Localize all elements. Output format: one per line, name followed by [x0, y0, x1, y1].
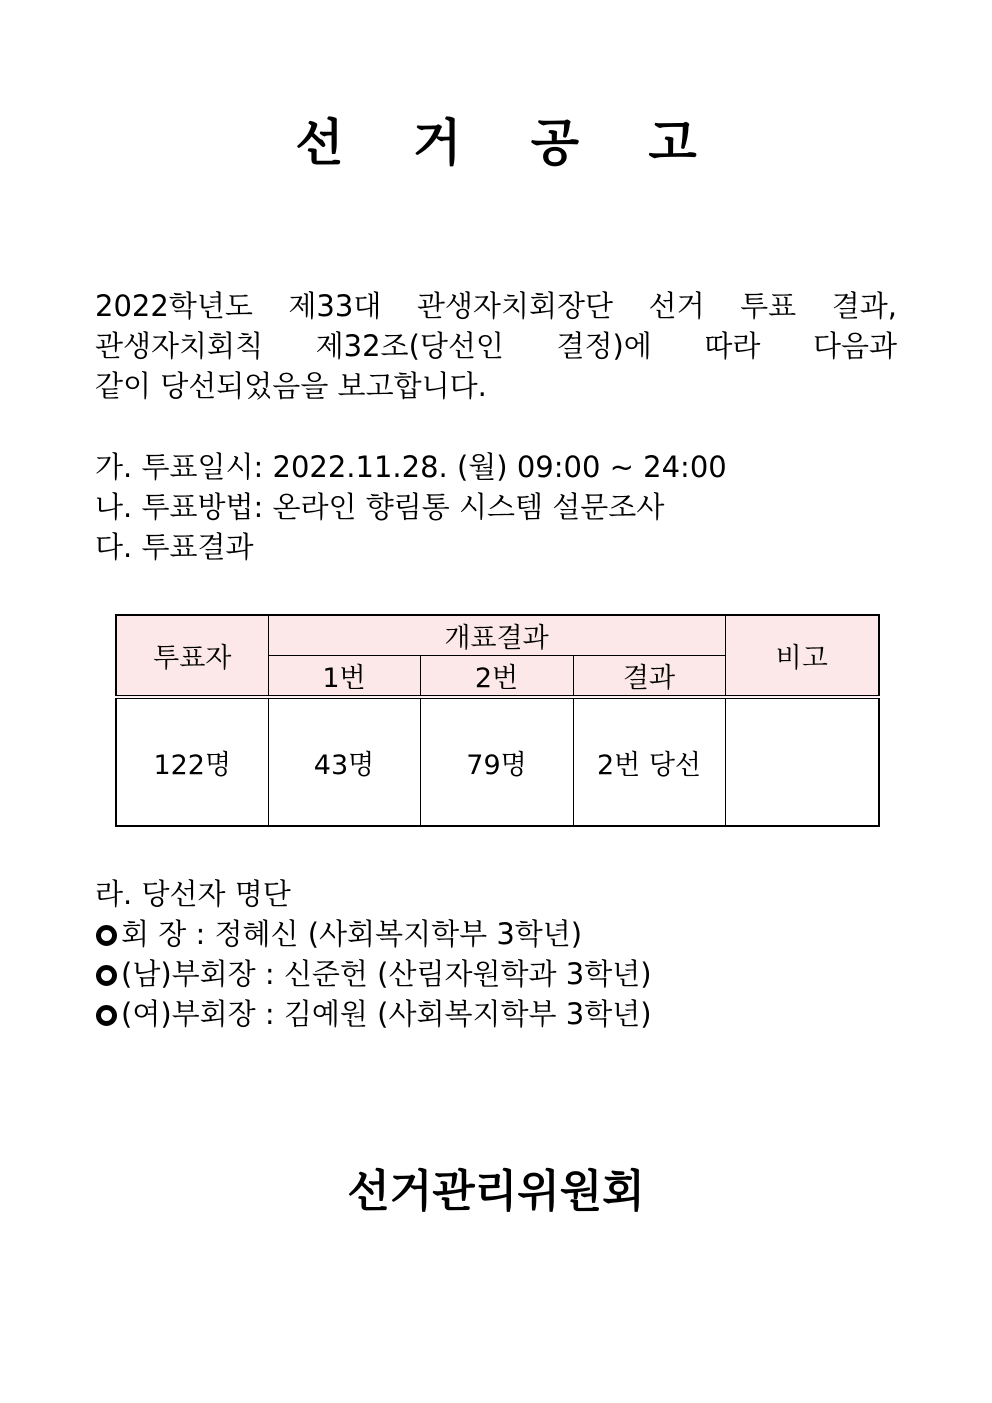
- winner-vice-female: (여)부회장 : 김예원 (사회복지학부 3학년): [121, 997, 652, 1031]
- intro-line: 관생자치회칙 제32조(당선인 결정)에 따라 다음과: [95, 329, 897, 363]
- vote-result-table: [115, 614, 880, 827]
- bullet-circle-icon: [96, 965, 117, 986]
- intro-paragraph: [95, 286, 897, 406]
- page-title: 선 거 공 고: [295, 114, 723, 172]
- vote-info: [95, 447, 897, 567]
- vote-method: 나. 투표방법: 온라인 향림통 시스템 설문조사: [95, 490, 665, 524]
- list-item: [95, 954, 897, 994]
- header-voters: 투표자: [116, 615, 268, 697]
- committee-signature: 선거관리위원회: [347, 1166, 645, 1217]
- winner-president: 회 장 : 정혜신 (사회복지학부 3학년): [121, 917, 583, 951]
- header-count-result: 개표결과: [268, 615, 725, 656]
- cell-outcome: 2번 당선: [573, 697, 725, 826]
- bullet-circle-icon: [96, 925, 117, 946]
- cell-voters: 122명: [116, 697, 268, 826]
- cell-candidate-2: 79명: [420, 697, 573, 826]
- intro-line: 같이 당선되었음을 보고합니다.: [95, 369, 487, 403]
- winner-vice-male: (남)부회장 : 신준헌 (산림자원학과 3학년): [121, 957, 652, 991]
- header-candidate-2: 2번: [420, 656, 573, 698]
- winners-list: [95, 874, 897, 1034]
- cell-remarks: [725, 697, 879, 826]
- winners-heading: 라. 당선자 명단: [95, 877, 291, 911]
- vote-result-heading: 다. 투표결과: [95, 530, 254, 564]
- table-row: [116, 697, 879, 826]
- list-item: [95, 994, 897, 1034]
- header-outcome: 결과: [573, 656, 725, 698]
- bullet-circle-icon: [96, 1005, 117, 1026]
- list-item: [95, 914, 897, 954]
- header-remarks: 비고: [725, 615, 879, 697]
- vote-date: 가. 투표일시: 2022.11.28. (월) 09:00 ~ 24:00: [95, 450, 727, 484]
- cell-candidate-1: 43명: [268, 697, 420, 826]
- header-candidate-1: 1번: [268, 656, 420, 698]
- intro-line: 2022학년도 제33대 관생자치회장단 선거 투표 결과,: [95, 289, 897, 323]
